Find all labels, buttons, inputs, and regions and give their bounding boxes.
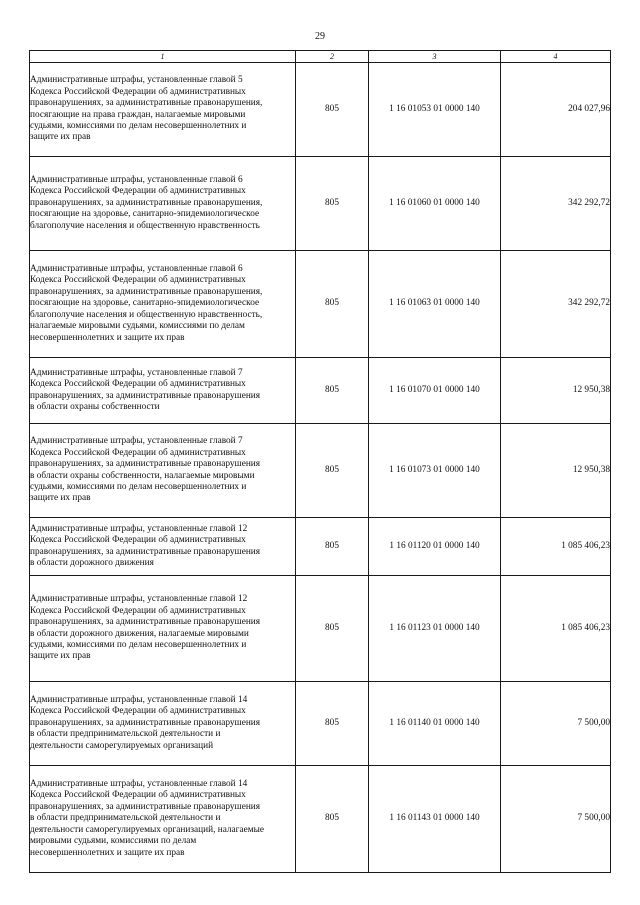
- description-line: защите их прав: [30, 493, 91, 504]
- description-line: Административные штрафы, установленные главой 12: [30, 594, 248, 605]
- description-line: деятельности саморегулируемых организаций: [30, 740, 214, 751]
- description-line: деятельности саморегулируемых организаций, налагаемые: [30, 824, 264, 835]
- row-admin-code: 805: [296, 424, 369, 518]
- column-header-1: 1: [30, 51, 296, 63]
- row-kbk-code: 1 16 01063 01 0000 140: [369, 251, 501, 358]
- description-line: в области охраны собственности, налагаемые мировыми: [30, 470, 255, 481]
- description-line: Кодекса Российской Федерации об административных: [30, 447, 246, 458]
- header-row: [30, 51, 611, 63]
- row-kbk-code: 1 16 01073 01 0000 140: [369, 424, 501, 518]
- description-line: Административные штрафы, установленные главой 5: [30, 75, 243, 86]
- table-row: [30, 682, 611, 766]
- row-kbk-code: 1 16 01070 01 0000 140: [369, 358, 501, 424]
- row-admin-code: 805: [296, 518, 369, 576]
- table-row: [30, 157, 611, 251]
- description-line: правонарушениях, за административные правонарушения: [30, 617, 261, 628]
- row-admin-code: 805: [296, 251, 369, 358]
- row-description: [30, 576, 296, 682]
- description-line: правонарушениях, за административные правонарушения,: [30, 197, 263, 208]
- row-admin-code: 805: [296, 157, 369, 251]
- row-admin-code: 805: [296, 682, 369, 766]
- table-row: [30, 424, 611, 518]
- description-line: правонарушениях, за административные правонарушения: [30, 546, 261, 557]
- row-amount: 204 027,96: [501, 63, 611, 157]
- description-line: Административные штрафы, установленные главой 6: [30, 174, 243, 185]
- description-line: Административные штрафы, установленные главой 7: [30, 436, 243, 447]
- description-line: Административные штрафы, установленные главой 7: [30, 367, 243, 378]
- table-row: [30, 766, 611, 873]
- table-row: [30, 63, 611, 157]
- column-header-3: 3: [369, 51, 501, 63]
- description-line: в области предпринимательской деятельности и: [30, 729, 221, 740]
- description-line: налагаемые мировыми судьями, комиссиями по делам: [30, 321, 245, 332]
- page-number: 29: [315, 31, 325, 42]
- description-line: правонарушениях, за административные правонарушения: [30, 459, 261, 470]
- description-line: защите их прав: [30, 132, 91, 143]
- row-description: [30, 766, 296, 873]
- description-line: судьями, комиссиями по делам несовершеннолетних и: [30, 120, 247, 131]
- row-description: [30, 251, 296, 358]
- row-description: [30, 63, 296, 157]
- row-amount: 7 500,00: [501, 682, 611, 766]
- description-line: правонарушениях, за административные правонарушения: [30, 801, 261, 812]
- row-amount: 342 292,72: [501, 157, 611, 251]
- column-header-2: 2: [296, 51, 369, 63]
- description-line: в области дорожного движения: [30, 557, 154, 568]
- description-line: Кодекса Российской Федерации об административных: [30, 535, 246, 546]
- description-line: Административные штрафы, установленные главой 14: [30, 694, 248, 705]
- table-row: [30, 576, 611, 682]
- row-kbk-code: 1 16 01053 01 0000 140: [369, 63, 501, 157]
- revenue-table: [29, 50, 611, 873]
- description-line: правонарушениях, за административные правонарушения: [30, 390, 261, 401]
- description-line: в области дорожного движения, налагаемые мировыми: [30, 628, 249, 639]
- description-line: судьями, комиссиями по делам несовершеннолетних и: [30, 481, 247, 492]
- row-amount: 1 085 406,23: [501, 518, 611, 576]
- description-line: защите их прав: [30, 651, 91, 662]
- description-line: Административные штрафы, установленные главой 14: [30, 779, 248, 790]
- row-description: [30, 424, 296, 518]
- table-body: [30, 63, 611, 873]
- description-line: в области охраны собственности: [30, 401, 160, 412]
- row-amount: 12 950,38: [501, 424, 611, 518]
- description-line: правонарушениях, за административные правонарушения,: [30, 98, 263, 109]
- description-line: посягающие на права граждан, налагаемые мировыми: [30, 109, 246, 120]
- table-row: [30, 518, 611, 576]
- description-line: правонарушениях, за административные правонарушения: [30, 717, 261, 728]
- row-description: [30, 518, 296, 576]
- description-line: Кодекса Российской Федерации об административных: [30, 706, 246, 717]
- description-line: посягающие на здоровье, санитарно-эпидемиологическое: [30, 298, 260, 309]
- table-row: [30, 251, 611, 358]
- row-admin-code: 805: [296, 766, 369, 873]
- row-kbk-code: 1 16 01120 01 0000 140: [369, 518, 501, 576]
- row-amount: 7 500,00: [501, 766, 611, 873]
- row-admin-code: 805: [296, 63, 369, 157]
- description-line: посягающие на здоровье, санитарно-эпидемиологическое: [30, 209, 260, 220]
- row-admin-code: 805: [296, 358, 369, 424]
- row-amount: 12 950,38: [501, 358, 611, 424]
- row-kbk-code: 1 16 01140 01 0000 140: [369, 682, 501, 766]
- table-row: [30, 358, 611, 424]
- row-description: [30, 157, 296, 251]
- description-line: Кодекса Российской Федерации об административных: [30, 605, 246, 616]
- description-line: Кодекса Российской Федерации об административных: [30, 379, 246, 390]
- description-line: благополучие населения и общественную нравственность: [30, 220, 260, 231]
- row-kbk-code: 1 16 01060 01 0000 140: [369, 157, 501, 251]
- row-description: [30, 682, 296, 766]
- description-line: Кодекса Российской Федерации об административных: [30, 275, 246, 286]
- row-kbk-code: 1 16 01143 01 0000 140: [369, 766, 501, 873]
- description-line: в области предпринимательской деятельности и: [30, 813, 221, 824]
- row-admin-code: 805: [296, 576, 369, 682]
- description-line: несовершеннолетних и защите их прав: [30, 332, 185, 343]
- description-line: Кодекса Российской Федерации об административных: [30, 790, 246, 801]
- row-amount: 342 292,72: [501, 251, 611, 358]
- description-line: мировыми судьями, комиссиями по делам: [30, 836, 197, 847]
- row-amount: 1 085 406,23: [501, 576, 611, 682]
- row-description: [30, 358, 296, 424]
- description-line: благополучие населения и общественную нравственность,: [30, 309, 263, 320]
- column-header-4: 4: [501, 51, 611, 63]
- description-line: Административные штрафы, установленные главой 6: [30, 264, 243, 275]
- description-line: несовершеннолетних и защите их прав: [30, 847, 185, 858]
- description-line: Кодекса Российской Федерации об административных: [30, 86, 246, 97]
- description-line: Административные штрафы, установленные главой 12: [30, 523, 248, 534]
- description-line: Кодекса Российской Федерации об административных: [30, 186, 246, 197]
- description-line: судьями, комиссиями по делам несовершеннолетних и: [30, 639, 247, 650]
- row-kbk-code: 1 16 01123 01 0000 140: [369, 576, 501, 682]
- description-line: правонарушениях, за административные правонарушения,: [30, 286, 263, 297]
